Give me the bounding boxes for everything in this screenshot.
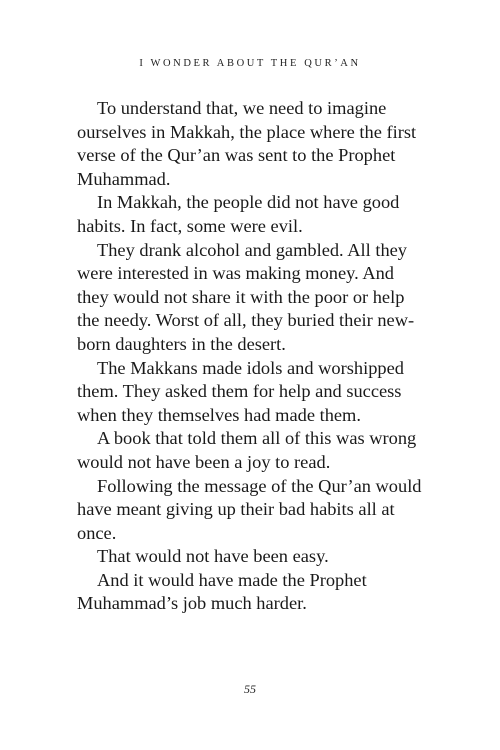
paragraph: To understand that, we need to imagine ourselves in Makkah, the place where the first verse of the Qur’an was sent to the Prophet Muhammad. bbox=[77, 98, 417, 189]
paragraph: And it would have made the Prophet Muhammad’s job much harder. bbox=[77, 569, 367, 614]
paragraph: They drank alcohol and gambled. All they were interested in was making money. And they would not share it with the poor or help the needy. Worst of all, they buried their new-born daughters in the desert. bbox=[77, 239, 415, 354]
paragraph: A book that told them all of this was wrong would not have been a joy to read. bbox=[77, 428, 417, 472]
page-number: 55 bbox=[244, 682, 256, 696]
paragraph: That would not have been easy. bbox=[97, 546, 329, 567]
body-text bbox=[77, 97, 429, 616]
paragraph: The Makkans made idols and worshipped them. They asked them for help and success when they themselves had made them. bbox=[77, 357, 404, 425]
paragraph: Following the message of the Qur’an would have meant giving up their bad habits all at once. bbox=[77, 475, 422, 543]
paragraph: In Makkah, the people did not have good habits. In fact, some were evil. bbox=[77, 192, 400, 236]
running-head: I WONDER ABOUT THE QUR’AN bbox=[139, 58, 361, 69]
